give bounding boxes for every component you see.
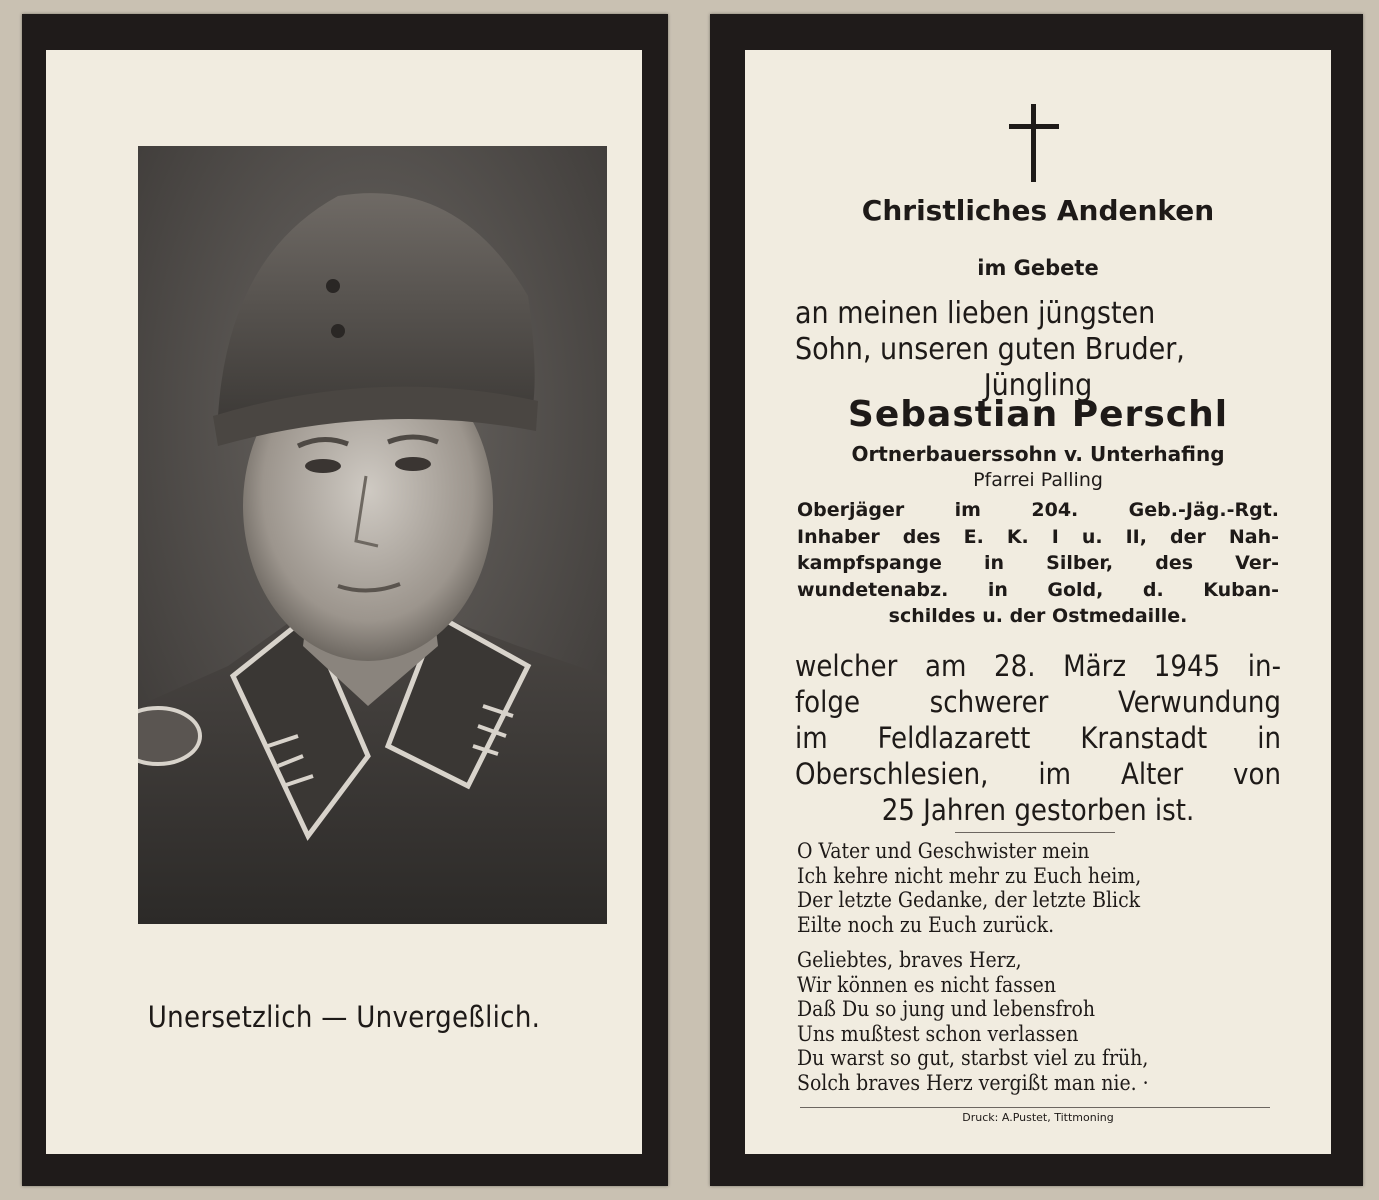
death-line: im Feldlazarett Kranstadt in [795,721,1281,755]
verse-line: O Vater und Geschwister mein [797,839,1090,863]
divider [800,1107,1270,1108]
death-line: Oberschlesien, im Alter von [795,757,1281,791]
death-line: folge schwerer Verwundung [795,685,1281,719]
soldier-portrait-image [138,146,607,924]
left-card-paper [46,50,642,1154]
intro-line: an meinen lieben jüngsten [795,296,1156,331]
intro-line: Jüngling [983,368,1093,403]
portrait-photo [138,146,607,924]
verse-line: Wir können es nicht fassen [797,972,1057,997]
verse-line: Du warst so gut, starbst viel zu früh, [797,1046,1149,1070]
verse-line: Eilte noch zu Euch zurück. [797,912,1055,937]
parish-line: Pfarrei Palling [973,469,1103,491]
verse-line: Daß Du so jung und lebensfroh [797,997,1096,1021]
left-card [22,14,668,1186]
subheading: im Gebete [977,256,1099,280]
verse-line: Solch braves Herz vergißt man nie. · [797,1070,1149,1095]
printer-credit: Druck: A.Pustet, Tittmoning [962,1111,1114,1124]
cross-icon [1009,104,1059,182]
verse-stanza-1 [797,839,1141,937]
honors-line: wundetenabz. in Gold, d. Kuban- [797,578,1279,601]
intro-text [795,296,1281,404]
verse-line: Der letzte Gedanke, der letzte Blick [797,888,1141,912]
death-notice [795,648,1281,828]
honors-text [797,497,1279,630]
death-line: 25 Jahren gestorben ist. [881,793,1195,827]
memorial-caption: Unersetzlich — Unvergeßlich. [147,1000,541,1034]
honors-line: Oberjäger im 204. Geb.-Jäg.-Rgt. [797,499,1279,521]
origin-line: Ortnerbauerssohn v. Unterhafing [851,442,1225,466]
honors-line: kampfspange in Silber, des Ver- [797,552,1279,574]
divider [955,832,1115,833]
right-card [710,14,1363,1186]
deceased-name: Sebastian Perschl [847,394,1229,435]
intro-line: Sohn, unseren guten Bruder, [795,332,1185,367]
verse-line: Geliebtes, braves Herz, [797,948,1022,972]
verse-stanza-2 [797,948,1149,1095]
death-line: welcher am 28. März 1945 in- [795,649,1281,683]
heading: Christliches Andenken [861,194,1215,227]
verse-line: Ich kehre nicht mehr zu Euch heim, [797,863,1142,888]
honors-line: schildes u. der Ostmedaille. [888,605,1188,627]
honors-line: Inhaber des E. K. I u. II, der Nah- [797,525,1279,548]
right-card-paper [745,50,1331,1154]
verse-line: Uns mußtest schon verlassen [797,1021,1079,1046]
